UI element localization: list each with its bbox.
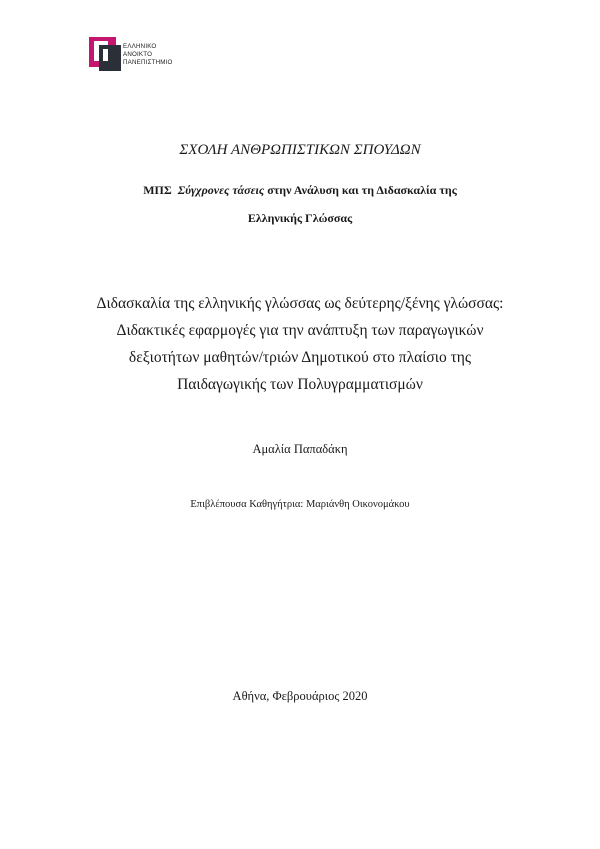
program-italic-part: Σύγχρονες τάσεις (177, 183, 265, 197)
university-logo-text (123, 43, 173, 68)
supervisor-line: Επιβλέπουσα Καθηγήτρια: Μαριάνθη Οικονομάκου (190, 499, 410, 510)
program-prefix: ΜΠΣ (143, 183, 172, 197)
thesis-title-line: Διδακτικές εφαρμογές για την ανάπτυξη των παραγωγικών (116, 322, 484, 339)
author-name: Αμαλία Παπαδάκη (252, 442, 348, 456)
thesis-title (0, 290, 600, 398)
school-name: ΣΧΟΛΗ ΑΝΘΡΩΠΙΣΤΙΚΩΝ ΣΠΟΥΔΩΝ (179, 142, 421, 158)
program-line-2: Ελληνικής Γλώσσας (247, 211, 353, 225)
university-logo (89, 37, 189, 71)
program-name (0, 176, 600, 232)
thesis-title-line: Παιδαγωγικής των Πολυγραμματισμών (177, 376, 423, 393)
thesis-title-line: δεξιοτήτων μαθητών/τριών Δημοτικού στο πλαίσιο της (128, 349, 472, 366)
logo-text-line-3: ΠΑΝΕΠΙΣΤΗΜΙΟ (123, 59, 173, 67)
program-line-1 (0, 176, 600, 204)
program-rest: στην Ανάλυση και τη Διδασκαλία της (267, 183, 457, 197)
logo-text-line-1: ΕΛΛΗΝΙΚΟ (123, 43, 157, 50)
place-and-date: Αθήνα, Φεβρουάριος 2020 (232, 689, 368, 703)
logo-text-line-2: ΑΝΟΙΚΤΟ (123, 51, 153, 59)
university-logo-mark-icon (89, 37, 121, 71)
thesis-title-line: Διδασκαλία της ελληνικής γλώσσας ως δεύτερης/ξένης γλώσσας: (96, 295, 504, 312)
